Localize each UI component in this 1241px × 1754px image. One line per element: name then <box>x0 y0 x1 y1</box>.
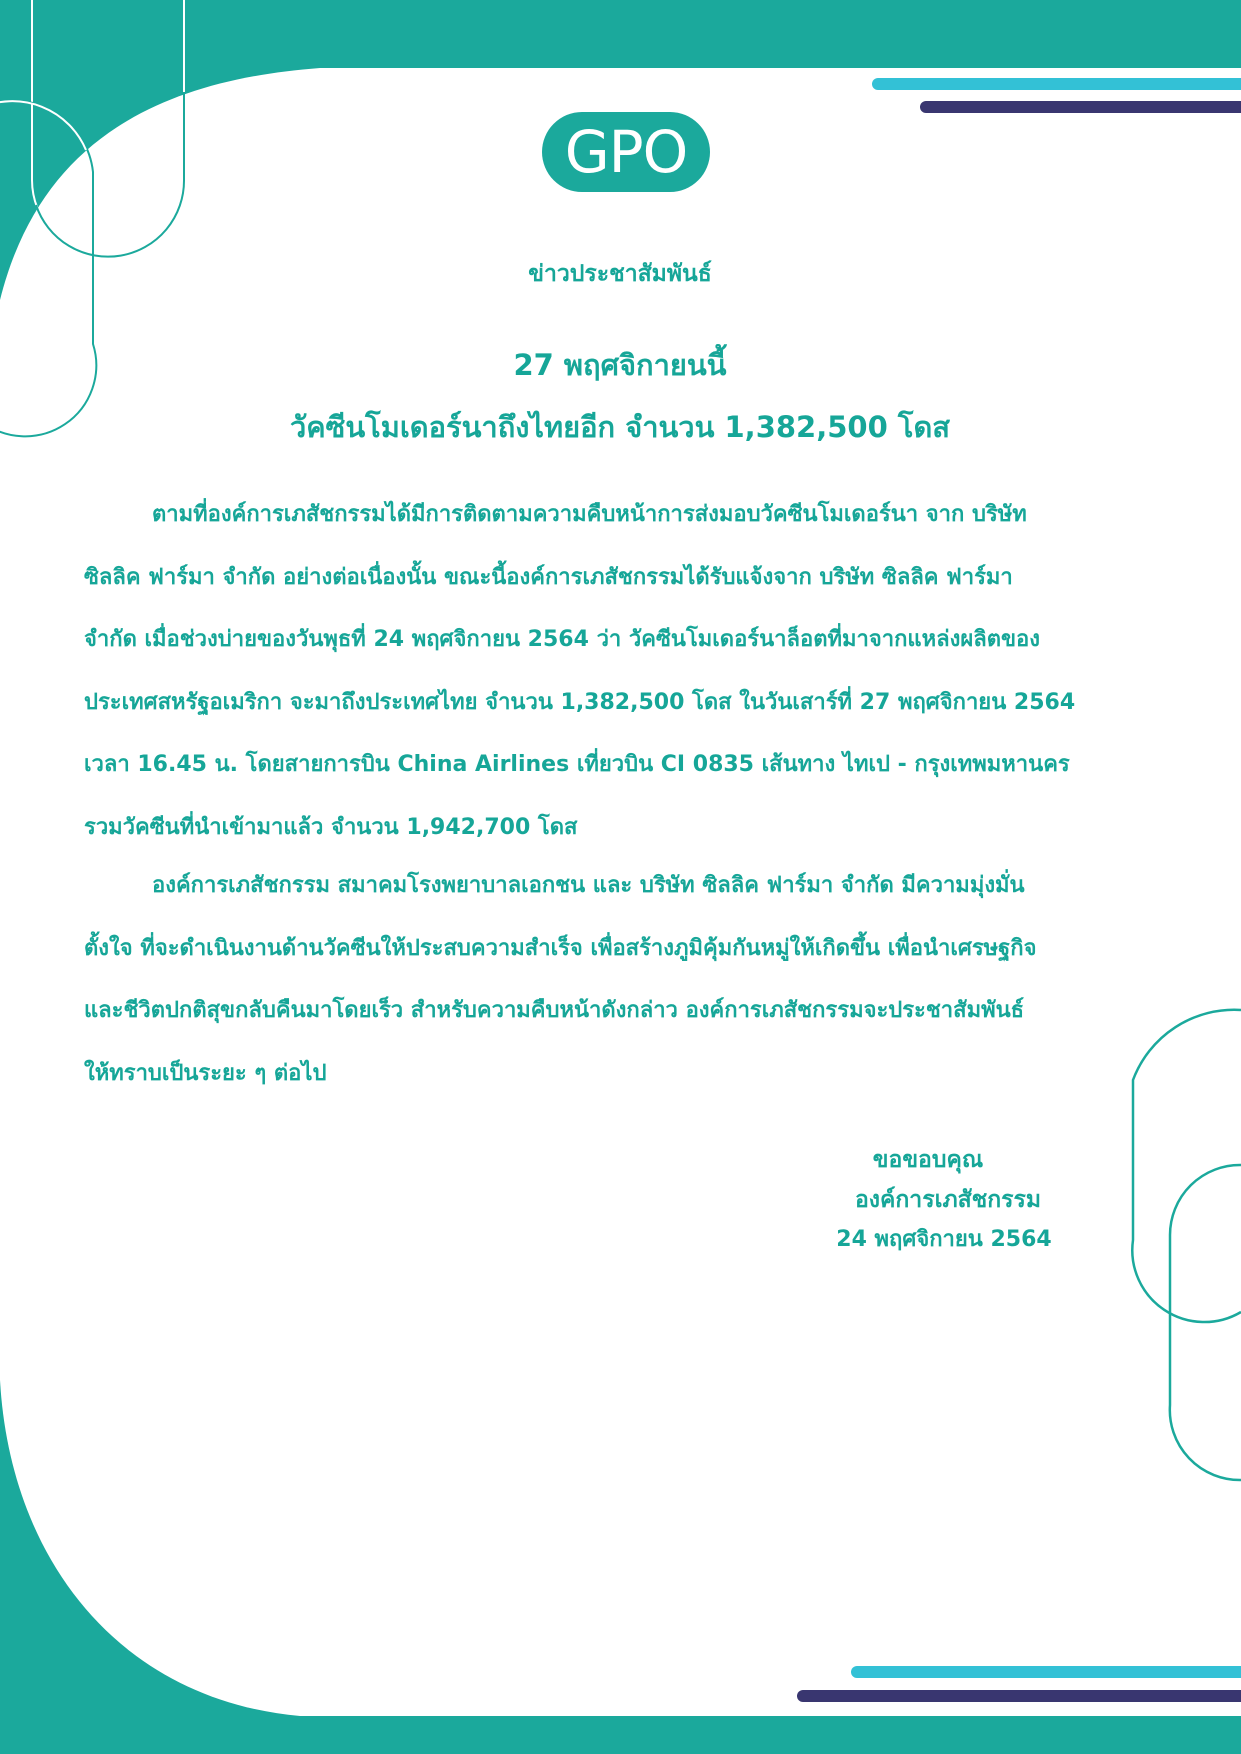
body-line: รวมวัคซีนที่นำเข้ามาแล้ว จำนวน 1,942,700 โดส <box>84 814 578 840</box>
body-line: ตามที่องค์การเภสัชกรรมได้มีการติดตามความคืบหน้าการส่งมอบวัคซีนโมเดอร์นา จาก บริษัท <box>152 502 1027 527</box>
body-line: และชีวิตปกติสุขกลับคืนมาโดยเร็ว สำหรับความคืบหน้าดังกล่าว องค์การเภสัชกรรมจะประชาสัมพันธ์ <box>84 998 1025 1023</box>
body-line: ซิลลิค ฟาร์มา จำกัด อย่างต่อเนื่องนั้น ขณะนี้องค์การเภสัชกรรมได้รับแจ้งจาก บริษัท ซิลลิค ฟาร์มา <box>84 564 1013 590</box>
gpo-logo <box>542 112 710 192</box>
body-line: จำกัด เมื่อช่วงบ่ายของวันพุธที่ 24 พฤศจิกายน 2564 ว่า วัคซีนโมเดอร์นาล็อตที่มาจากแหล่งผลิตของ <box>84 627 1040 652</box>
body-line: ให้ทราบเป็นระยะ ๆ ต่อไป <box>84 1060 327 1086</box>
thanks-text: ขอขอบคุณ <box>872 1147 984 1173</box>
headline-line-2: วัคซีนโมเดอร์นาถึงไทยอีก จำนวน 1,382,500 โดส <box>289 410 950 444</box>
body-text <box>84 484 1160 1105</box>
body-line: เวลา 16.45 น. โดยสายการบิน China Airlines เที่ยวบิน CI 0835 เส้นทาง ไทเป - กรุงเทพมหานคร <box>84 752 1070 777</box>
logo-text: GPO <box>564 118 688 186</box>
organization-name: องค์การเภสัชกรรม <box>854 1187 1042 1213</box>
press-release-label: ข่าวประชาสัมพันธ์ <box>528 261 712 287</box>
body-line: ตั้งใจ ที่จะดำเนินงานด้านวัคซีนให้ประสบความสำเร็จ เพื่อสร้างภูมิคุ้มกันหมู่ให้เกิดขึ้น เพื่อนำเศรษฐกิจ <box>84 935 1037 961</box>
body-line: องค์การเภสัชกรรม สมาคมโรงพยาบาลเอกชน และ บริษัท ซิลลิค ฟาร์มา จำกัด มีความมุ่งมั่น <box>152 873 1025 898</box>
signoff-block <box>760 1140 1180 1260</box>
release-date: 24 พฤศจิกายน 2564 <box>836 1227 1052 1252</box>
body-line: ประเทศสหรัฐอเมริกา จะมาถึงประเทศไทย จำนวน 1,382,500 โดส ในวันเสาร์ที่ 27 พฤศจิกายน 2564 <box>84 689 1076 715</box>
headline-line-1: 27 พฤศจิกายนนี้ <box>513 348 727 382</box>
